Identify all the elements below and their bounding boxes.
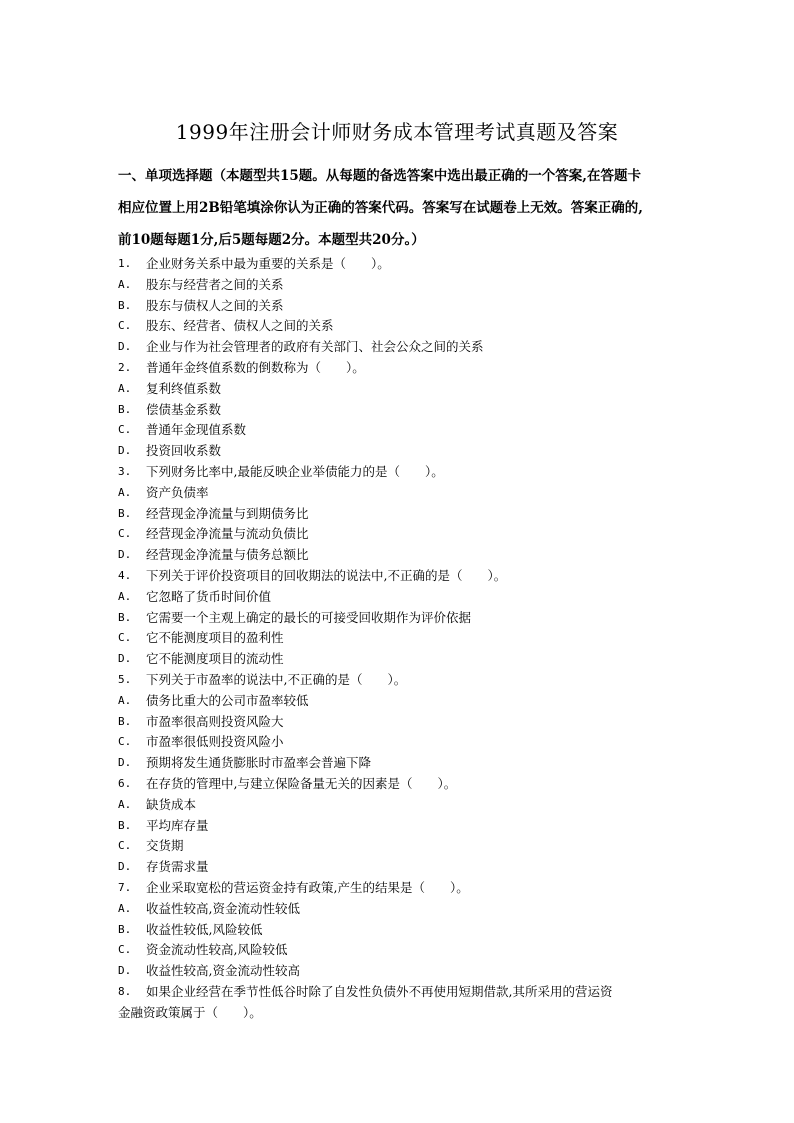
question-number: 1. xyxy=(118,257,132,270)
answer-option xyxy=(118,816,688,837)
question-number: 3. xyxy=(118,464,132,478)
answer-option xyxy=(118,649,688,670)
option-text: 经营现金净流量与债务总额比 xyxy=(146,547,309,563)
option-letter: C. xyxy=(118,319,132,333)
option-letter: B. xyxy=(118,714,132,728)
question-text: 普通年金终值系数的倒数称为（ ）。 xyxy=(146,359,365,375)
question-number: 7. xyxy=(118,880,132,894)
answer-option xyxy=(118,337,688,358)
question-stem xyxy=(118,358,688,379)
answer-option xyxy=(118,420,688,441)
question-text: 下列关于市盈率的说法中,不正确的是（ ）。 xyxy=(146,671,407,687)
answer-option xyxy=(118,608,688,629)
section-heading-line-2: 相应位置上用2B铅笔填涂你认为正确的答案代码。答案写在试题卷上无效。答案正确的, xyxy=(118,200,644,216)
option-letter: B. xyxy=(118,402,132,416)
option-text: 普通年金现值系数 xyxy=(146,422,247,438)
answer-option xyxy=(118,961,688,982)
option-letter: C. xyxy=(118,631,132,645)
option-letter: C. xyxy=(118,839,132,853)
option-letter: D. xyxy=(118,860,132,874)
option-letter: B. xyxy=(118,298,132,312)
option-letter: C. xyxy=(118,527,132,541)
answer-option xyxy=(118,732,688,753)
option-text: 收益性较低,风险较低 xyxy=(146,921,263,937)
option-letter: D. xyxy=(118,756,132,770)
answer-option xyxy=(118,899,688,920)
option-text: 债务比重大的公司市盈率较低 xyxy=(146,692,309,708)
question-number: 4. xyxy=(118,568,132,582)
question-stem xyxy=(118,982,688,1024)
option-text: 交货期 xyxy=(146,838,184,854)
answer-option xyxy=(118,275,688,296)
option-letter: C. xyxy=(118,943,132,957)
option-text: 市盈率很高则投资风险大 xyxy=(146,713,284,729)
answer-option xyxy=(118,524,688,545)
section-heading-line-3: 前10题每题1分,后5题每题2分。本题型共20分。） xyxy=(118,232,425,248)
question-stem xyxy=(118,670,688,691)
option-text: 它不能测度项目的盈利性 xyxy=(146,630,284,646)
option-letter: D. xyxy=(118,444,132,458)
question-text-continuation: 金融资政策属于（ ）。 xyxy=(118,1004,262,1020)
option-text: 股东与债权人之间的关系 xyxy=(146,297,284,313)
answer-option xyxy=(118,795,688,816)
option-letter: B. xyxy=(118,506,132,520)
answer-option xyxy=(118,753,688,774)
question-stem xyxy=(118,878,688,899)
answer-option xyxy=(118,296,688,317)
option-letter: D. xyxy=(118,340,132,354)
option-text: 企业与作为社会管理者的政府有关部门、社会公众之间的关系 xyxy=(146,339,484,355)
question-number: 2. xyxy=(118,360,132,374)
option-letter: A. xyxy=(118,381,132,395)
question-text: 如果企业经营在季节性低谷时除了自发性负债外不再使用短期借款,其所采用的营运资 xyxy=(146,983,613,999)
option-text: 投资回收系数 xyxy=(146,443,222,459)
question-stem xyxy=(118,462,688,483)
answer-option xyxy=(118,857,688,878)
answer-option xyxy=(118,545,688,566)
option-text: 预期将发生通货膨胀时市盈率会普遍下降 xyxy=(146,755,372,771)
option-letter: A. xyxy=(118,589,132,603)
option-letter: A. xyxy=(118,485,132,499)
option-letter: A. xyxy=(118,693,132,707)
option-text: 复利终值系数 xyxy=(146,380,222,396)
option-text: 市盈率很低则投资风险小 xyxy=(146,734,284,750)
option-text: 经营现金净流量与到期债务比 xyxy=(146,505,309,521)
option-text: 资产负债率 xyxy=(146,484,209,500)
question-number: 5. xyxy=(118,672,132,686)
question-text: 下列关于评价投资项目的回收期法的说法中,不正确的是（ ）。 xyxy=(146,567,507,583)
option-letter: D. xyxy=(118,964,132,978)
option-text: 它需要一个主观上确定的最长的可接受回收期作为评价依据 xyxy=(146,609,472,625)
answer-option xyxy=(118,628,688,649)
question-list xyxy=(118,254,688,1023)
section-heading xyxy=(118,160,678,256)
option-letter: A. xyxy=(118,797,132,811)
question-stem xyxy=(118,774,688,795)
option-letter: D. xyxy=(118,652,132,666)
answer-option xyxy=(118,587,688,608)
option-text: 股东、经营者、债权人之间的关系 xyxy=(146,318,334,334)
question-text: 企业财务关系中最为重要的关系是（ ）。 xyxy=(146,256,390,271)
question-text: 下列财务比率中,最能反映企业举债能力的是（ ）。 xyxy=(146,463,444,479)
answer-option xyxy=(118,940,688,961)
option-letter: D. xyxy=(118,548,132,562)
option-text: 股东与经营者之间的关系 xyxy=(146,276,284,292)
answer-option xyxy=(118,836,688,857)
option-letter: B. xyxy=(118,922,132,936)
question-stem xyxy=(118,254,688,275)
option-text: 平均库存量 xyxy=(146,817,209,833)
answer-option xyxy=(118,400,688,421)
question-text: 企业采取宽松的营运资金持有政策,产生的结果是（ ）。 xyxy=(146,879,469,895)
option-letter: A. xyxy=(118,901,132,915)
document-title: 1999年注册会计师财务成本管理考试真题及答案 xyxy=(175,120,619,144)
option-text: 收益性较高,资金流动性较低 xyxy=(146,900,300,916)
answer-option xyxy=(118,691,688,712)
option-text: 资金流动性较高,风险较低 xyxy=(146,942,288,958)
option-text: 缺货成本 xyxy=(146,796,197,812)
answer-option xyxy=(118,504,688,525)
section-heading-line-1: 一、单项选择题（本题型共15题。从每题的备选答案中选出最正确的一个答案,在答题卡 xyxy=(118,168,641,184)
option-text: 收益性较高,资金流动性较高 xyxy=(146,963,300,979)
option-text: 它不能测度项目的流动性 xyxy=(146,651,284,667)
option-text: 经营现金净流量与流动负债比 xyxy=(146,526,309,542)
option-letter: C. xyxy=(118,735,132,749)
option-text: 存货需求量 xyxy=(146,859,209,875)
answer-option xyxy=(118,483,688,504)
option-letter: C. xyxy=(118,423,132,437)
question-stem xyxy=(118,566,688,587)
answer-option xyxy=(118,316,688,337)
answer-option xyxy=(118,379,688,400)
option-letter: A. xyxy=(118,277,132,291)
option-text: 它忽略了货币时间价值 xyxy=(146,588,272,604)
option-letter: B. xyxy=(118,818,132,832)
question-text: 在存货的管理中,与建立保险备量无关的因素是（ ）。 xyxy=(146,775,457,791)
question-number: 6. xyxy=(118,776,132,790)
answer-option xyxy=(118,712,688,733)
option-letter: B. xyxy=(118,610,132,624)
option-text: 偿债基金系数 xyxy=(146,401,222,417)
question-number: 8. xyxy=(118,984,132,998)
answer-option xyxy=(118,920,688,941)
answer-option xyxy=(118,441,688,462)
